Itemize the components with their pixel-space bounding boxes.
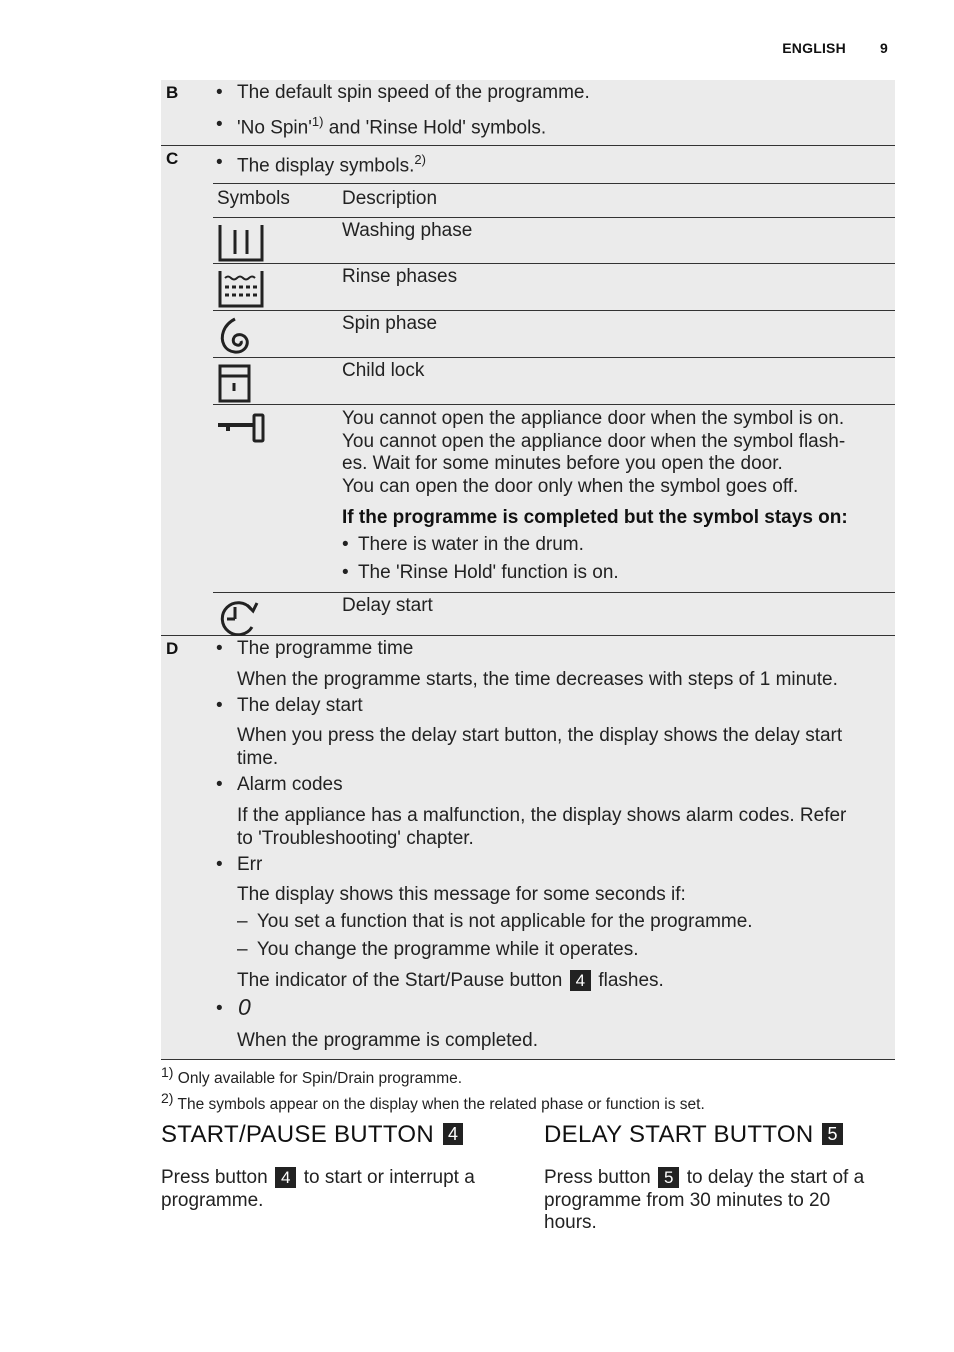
table-row	[213, 263, 895, 310]
door-lock-icon	[217, 409, 267, 451]
section-b: B • The default spin speed of the programme. • 'No $Spin'^{1)}$ and 'Rinse Hold' symbols.	[161, 80, 895, 146]
err-desc: The display shows this message for some seconds if:	[237, 884, 686, 905]
footnote-ref: 1)	[311, 114, 324, 129]
spin-phase-icon	[217, 315, 267, 357]
delay-start-desc: When you press the delay start button, the display shows the delay start time.	[237, 725, 843, 769]
table-row	[213, 310, 895, 357]
page-number: 9	[880, 40, 888, 56]
symbol-description: Washing phase	[342, 220, 473, 241]
delay-start-icon	[217, 597, 267, 639]
button-number-badge: 4	[443, 1123, 463, 1145]
door-lock-warning: If the programme is completed but the symbol stays on:	[342, 507, 848, 528]
list-item: – You change the programme while it operates.	[237, 939, 639, 960]
page-header	[782, 40, 888, 56]
alarm-codes-desc: If the appliance has a malfunction, the display shows alarm codes. Refer to 'Troubleshooting' chapter.	[237, 805, 847, 849]
section-d: D • The programme time When the programme starts, the time decreases with steps of 1 minute. • The delay start When you press the delay start button, the display shows the delay start time. • Alarm codes If the appliance has a malfunction, the display shows alarm codes. Refer to 'Troubleshooting' chapter. • Err The display shows this message for some seconds if: – You set a function that is not applicable for the programme. – You change the programme while it operates. The indicator of the Start/Pause button 4 flashes. • 0 When the programme is completed.	[161, 636, 895, 1060]
symbol-description: Spin phase	[342, 313, 438, 334]
table-row	[213, 357, 895, 404]
symbol-description: Rinse phases	[342, 266, 458, 287]
display-table	[161, 80, 895, 1060]
table-row	[213, 404, 895, 592]
zero-display-symbol: 0	[238, 994, 251, 1020]
delay-start-heading: DELAY START BUTTON 5	[544, 1121, 845, 1149]
list-item: • There is water in the drum.	[342, 534, 584, 555]
table-header-row	[213, 183, 895, 217]
button-number-badge: 5	[658, 1167, 679, 1188]
footnote: $^{1)}$ Only available for Spin/Drain programme.	[161, 1064, 463, 1088]
rinse-phases-icon	[217, 268, 267, 310]
section-letter-d: D	[166, 639, 179, 658]
section-letter-c: C	[166, 149, 179, 168]
footnote: $^{2)}$ The symbols appear on the display when the related phase or function is set.	[161, 1090, 705, 1114]
language-label: ENGLISH	[782, 40, 846, 56]
washing-phase-icon	[217, 222, 267, 264]
delay-start-text: Press button 5 to delay the start of a programme from 30 minutes to 20 hours.	[544, 1167, 865, 1233]
table-row	[213, 217, 895, 263]
child-lock-icon	[217, 362, 267, 404]
button-number-badge: 4	[275, 1167, 296, 1188]
button-number-badge: 4	[570, 970, 591, 991]
section-letter-b: B	[166, 83, 179, 102]
list-item: – You set a function that is not applicable for the programme.	[237, 911, 753, 932]
button-number-badge: 5	[822, 1123, 842, 1145]
door-lock-description: You cannot open the appliance door when the symbol is on. You cannot open the appliance door when the symbol flash- es. Wait for some minutes before you open the door. You can open the door only when the symbol goes off.	[342, 408, 846, 497]
footnote-ref: 2)	[414, 152, 426, 167]
symbol-table	[213, 183, 895, 639]
table-row	[213, 592, 895, 639]
section-c: C • The display symbols.$^{2)}$ Symbols Description Washing phase Rinse phases Spin phase Child lock You cannot open the appliance door when the symbol is on. You cannot open the appliance door when the symbol flash- es. Wait for some minutes before you open the door. You can open the door only when the symbol goes off. If the programme is completed but the symbol stays on: • There is water in the drum. • The 'Rinse Hold' function is on. Delay start	[161, 146, 895, 636]
symbol-description: Child lock	[342, 360, 425, 381]
start-pause-heading: START/PAUSE BUTTON 4	[161, 1121, 465, 1149]
start-pause-text: Press button 4 to start or interrupt a programme.	[161, 1167, 475, 1211]
symbol-description: Delay start	[342, 595, 433, 616]
indicator-note: The indicator of the Start/Pause button 4 flashes.	[237, 970, 664, 991]
list-item: • The 'Rinse Hold' function is on.	[342, 562, 619, 583]
column-header-symbols: Symbols	[217, 188, 290, 209]
zero-desc: When the programme is completed.	[237, 1030, 538, 1051]
column-header-description: Description	[342, 188, 438, 209]
programme-time-desc: When the programme starts, the time decreases with steps of 1 minute.	[237, 669, 838, 690]
